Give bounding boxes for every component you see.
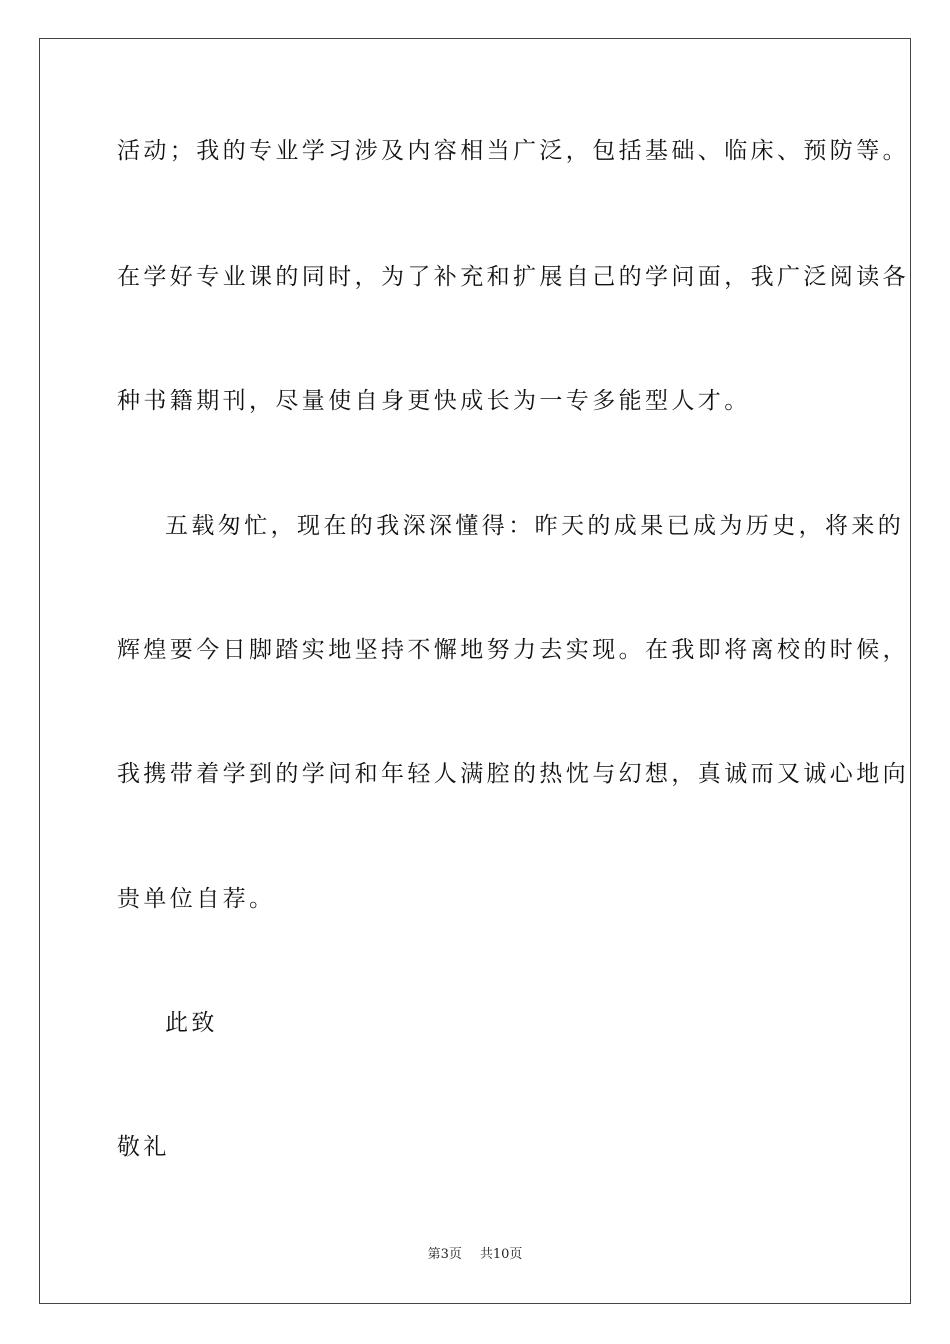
body-line-4: 五载匆忙，现在的我深深懂得：昨天的成果已成为历史，将来的 xyxy=(165,513,905,539)
page-number: 第3页 xyxy=(427,1247,462,1262)
body-line-3: 种书籍期刊，尽量使自身更快成长为一专多能型人才。 xyxy=(117,388,751,414)
page-total: 共10页 xyxy=(479,1247,523,1262)
body-line-1: 活动；我的专业学习涉及内容相当广泛，包括基础、临床、预防等。 xyxy=(117,138,909,164)
closing-regards: 敬礼 xyxy=(117,1134,170,1160)
page-border xyxy=(39,38,911,1304)
body-line-6: 我携带着学到的学问和年轻人满腔的热忱与幻想，真诚而又诚心地向 xyxy=(117,761,909,787)
body-line-2: 在学好专业课的同时，为了补充和扩展自己的学问面，我广泛阅读各 xyxy=(117,264,909,290)
page-footer xyxy=(0,1246,950,1264)
closing-salutation: 此致 xyxy=(165,1010,218,1036)
body-line-7: 贵单位自荐。 xyxy=(117,886,276,912)
body-line-5: 辉煌要今日脚踏实地坚持不懈地努力去实现。在我即将离校的时候， xyxy=(117,637,909,663)
